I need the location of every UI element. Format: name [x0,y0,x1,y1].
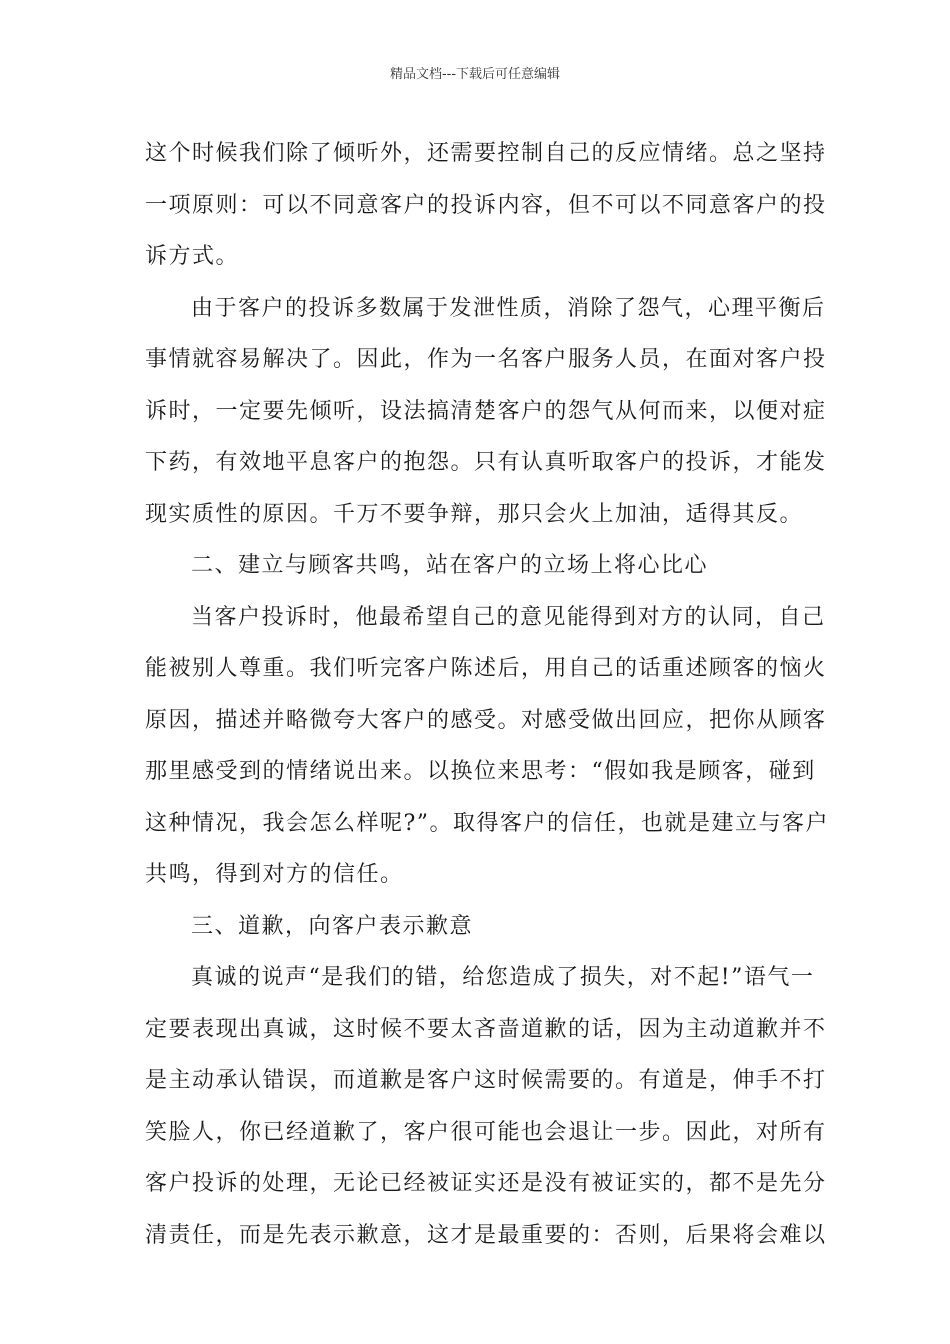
text-line: 诉方式。 [145,244,240,269]
text-line: 笑脸人，你已经道歉了，客户很可能也会退让一步。因此，对所有 [145,1119,827,1145]
text-line: 这个时候我们除了倾听外，还需要控制自己的反应情绪。总之坚持 [145,141,827,166]
text-line: 这种情况，我会怎么样呢?”。取得客户的信任，也就是建立与客户 [145,810,830,836]
text-line: 诉时，一定要先倾听，设法搞清楚客户的怨气从何而来，以便对症 [145,398,827,424]
text-line: 定要表现出真诚，这时候不要太吝啬道歉的话，因为主动道歉并不 [145,1016,827,1042]
text-line: 由于客户的投诉多数属于发泄性质，消除了怨气，心理平衡后 [191,295,826,321]
text-line: 是主动承认错误，而道歉是客户这时候需要的。有道是，伸手不打 [145,1068,827,1093]
text-line: 当客户投诉时，他最希望自己的意见能得到对方的认同，自己 [191,604,826,630]
section-heading [145,901,807,953]
document-body [145,128,830,1261]
text-line: 现实质性的原因。千万不要争辩，那只会火上加油，适得其反。 [145,501,804,527]
paragraph [145,283,827,541]
paragraph [145,952,827,1261]
text-line: 客户投诉的处理，无论已经被证实还是没有被证实的，都不是先分 [145,1171,827,1196]
paragraph [145,592,830,901]
text-line: 下药，有效地平息客户的抱怨。只有认真听取客户的投诉，才能发 [145,450,827,475]
text-line: 事情就容易解决了。因此，作为一名客户服务人员，在面对客户投 [145,347,827,372]
text-line: 二、建立与顾客共鸣，站在客户的立场上将心比心 [191,553,709,578]
text-line: 一项原则：可以不同意客户的投诉内容，但不可以不同意客户的投 [145,192,827,218]
text-line: 原因，描述并略微夸大客户的感受。对感受做出回应，把你从顾客 [145,707,827,733]
text-line: 能被别人尊重。我们听完客户陈述后，用自己的话重述顾客的恼火 [145,656,827,681]
text-line: 三、道歉，向客户表示歉意 [191,913,474,939]
text-line: 清责任，而是先表示歉意，这才是最重要的：否则，后果将会难以 [145,1222,827,1248]
text-line: 共鸣，得到对方的信任。 [145,862,404,887]
text-line: 真诚的说声“是我们的错，给您造成了损失，对不起!”语气一 [191,965,815,990]
paragraph [145,128,827,283]
section-heading [145,540,807,592]
text-line: 那里感受到的情绪说出来。以换位来思考：“假如我是顾客，碰到 [145,759,816,784]
page-header: 精品文档---下载后可任意编辑 [389,67,561,82]
